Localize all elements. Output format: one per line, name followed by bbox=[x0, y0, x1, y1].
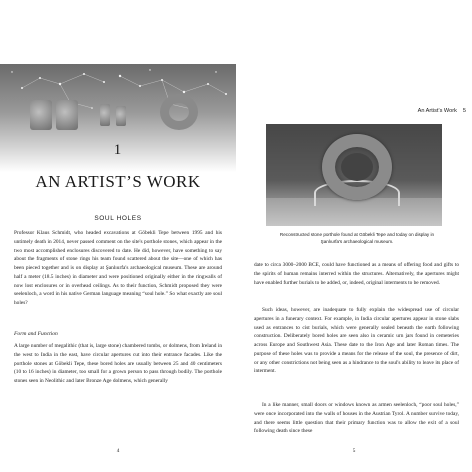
body-paragraph: Professor Klaus Schmidt, who headed excavations at Göbekli Tepe between 1995 and his untimely death in 2014, never passed comment on the site's porthole stones, which appear in the two most accomplished enclosures discovered to date. He did, however, have something to say about the fragments of stone rings his team found scattered about the site—one of which has been pieced together and is on display at Şanlıurfa's archaeological museum. These are around half a meter (18.5 inches) in diameter and were positioned originally either in the ringwalls of now lost enclosures or in overhead ceilings. As to their function, Schmidt proposed they were seelenloch, a word in his native German language meaning “soul hole.” So what exactly are soul holes? bbox=[14, 230, 222, 306]
page-number-left: 4 bbox=[116, 448, 120, 454]
left-stone-pillar bbox=[30, 100, 52, 130]
porthole-photo bbox=[266, 124, 442, 226]
page-number-right: 5 bbox=[352, 448, 356, 454]
body-paragraph: date to circa 3000–2000 BCE, could have functioned as a means of offering food and gifts to the spirits of human remains interred within the structures. Alternatively, the apertures might have enabled further burials to be added, or, indeed, original interments to be removed. bbox=[254, 262, 459, 286]
section-heading: SOUL HOLES bbox=[94, 215, 142, 222]
subheading: Form and Function bbox=[14, 331, 58, 337]
body-paragraph: A large number of megalithic (that is, large stone) chambered tombs, or dolmens, from Ireland in the west to India in the east, have circular apertures cut into their entrance facades. Like the porthole stones at Göbekli Tepe, these bored holes are usually between 25 and 40 centimeters (10 to 16 inches) in diameter, too small for a grown person to pass through bodily. The porthole stones seen in Neolithic and later Bronze Age dolmens, which generally bbox=[14, 343, 222, 384]
photo-caption: Reconstructed stone porthole found at Göbekli Tepe and today on display in Şanlıurfa's archaeological museum. bbox=[279, 232, 435, 244]
running-head-title: An Artist’s Work bbox=[417, 108, 457, 114]
chapter-number: 1 bbox=[113, 142, 123, 158]
right-page bbox=[236, 0, 472, 472]
running-head bbox=[418, 108, 466, 114]
body-paragraph: In a like manner, small doors or windows known as armen seelenloch, “poor soul holes,” were once incorporated into the walls of houses in the Austrian Tyrol. A number survive today, and there seems little question that their primary function was to allow the exit of a soul following death since these bbox=[254, 402, 459, 435]
chapter-title: AN ARTIST’S WORK bbox=[35, 172, 201, 191]
left-stone-pillar bbox=[56, 100, 78, 130]
porthole-opening bbox=[341, 153, 373, 181]
center-stone-pillar bbox=[100, 104, 110, 126]
porthole-stone-silhouette bbox=[160, 94, 198, 130]
body-paragraph: Such ideas, however, are inadequate to fully explain the widespread use of circular apertures in a funerary context. For example, in India circular apertures appear in stone slabs used as entrances to cist burials, which were generally sealed beneath the earth following construction. Deliberately bored holes are seen also in ceramic urn jars found in cemeteries across Europe and Southwest Asia. These date to the Iron Age and later Roman times. The purpose of these holes was to provide a means for the release of the soul, the presence of dirt, or any other constrictions not being seen as a hindrance to the soul's ability to leave its place of interment. bbox=[254, 307, 459, 375]
center-stone-pillar bbox=[116, 106, 126, 126]
running-head-page-number: 5 bbox=[462, 108, 466, 114]
